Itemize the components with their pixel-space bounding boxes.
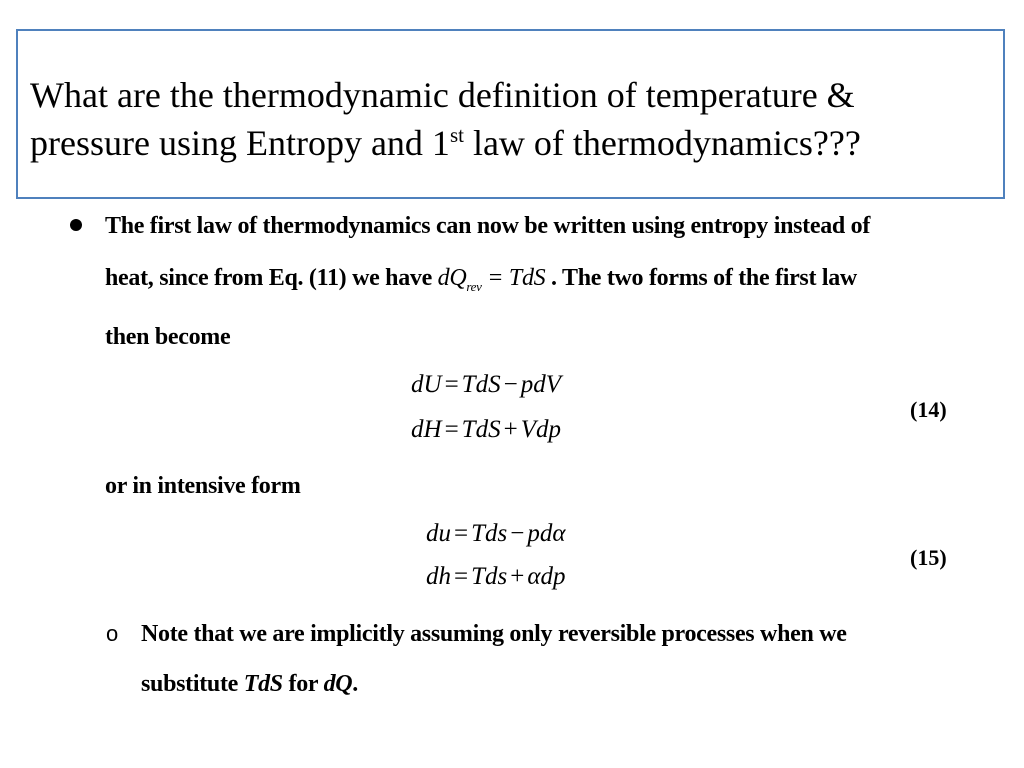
eq14-2-op2: +: [503, 416, 518, 443]
title-line-2-part2: law of thermodynamics???: [463, 123, 861, 163]
paragraph-line-2: [105, 265, 857, 292]
intensive-form-line: or in intensive form: [105, 473, 301, 499]
title-line-2-part1: pressure using Entropy and 1: [30, 123, 450, 163]
equation-14-line-2: [411, 416, 561, 444]
title-superscript: st: [449, 123, 464, 147]
slide-title: [30, 71, 861, 167]
eq15-2-op2: +: [510, 563, 525, 590]
eq14-1-term1: TdS: [461, 371, 501, 398]
eq14-2-op1: =: [444, 416, 459, 443]
equation-15-line-2: [426, 563, 565, 591]
eq15-2-op1: =: [454, 563, 469, 590]
eq15-1-op2: −: [510, 520, 525, 547]
equation-number-14: (14): [910, 397, 947, 422]
paragraph-line-2-prefix: heat, since from Eq. (11) we have: [105, 265, 438, 291]
sub-bullet-marker: o: [106, 621, 119, 646]
bullet-dot-icon: [70, 219, 82, 231]
paragraph-line-3: then become: [105, 324, 231, 350]
eq14-1-op1: =: [444, 371, 459, 398]
eq15-2-term2: αdp: [527, 563, 566, 590]
eq15-2-lhs: dh: [426, 563, 451, 590]
eq14-2-term1: TdS: [461, 416, 501, 443]
eq14-1-lhs: dU: [411, 371, 442, 398]
equation-15-line-1: [426, 520, 565, 548]
note-dq: dQ: [323, 671, 353, 697]
eq15-1-op1: =: [454, 520, 469, 547]
eq15-1-term2: pdα: [527, 520, 566, 547]
note-tds: TdS: [243, 671, 283, 697]
paragraph-line-2-suffix: . The two forms of the first law: [545, 265, 857, 291]
title-line-2: [30, 119, 861, 167]
eq15-1-term1: Tds: [471, 520, 508, 547]
title-box: [16, 29, 1005, 199]
note-line-2-mid: for: [282, 671, 324, 697]
inline-eq-main: dQ: [437, 265, 467, 291]
note-line-2: [141, 671, 358, 698]
title-line-1: What are the thermodynamic definition of temperature &: [30, 75, 855, 115]
note-line-2-end: .: [352, 671, 358, 697]
eq14-1-op2: −: [503, 371, 518, 398]
inline-equation-dq: [437, 265, 546, 294]
note-line-1: Note that we are implicitly assuming only reversible processes when we: [141, 621, 847, 647]
eq14-2-lhs: dH: [411, 416, 442, 443]
eq15-1-lhs: du: [426, 520, 451, 547]
inline-eq-subscript: rev: [466, 279, 482, 294]
equation-number-15: (15): [910, 545, 947, 570]
eq14-1-term2: pdV: [520, 371, 561, 398]
equation-14-line-1: [411, 371, 561, 399]
inline-eq-rest: = TdS: [481, 265, 546, 291]
paragraph-line-1: The first law of thermodynamics can now be written using entropy instead of: [105, 213, 871, 239]
eq15-2-term1: Tds: [471, 563, 508, 590]
eq14-2-term2: Vdp: [520, 416, 561, 443]
note-line-2-prefix: substitute: [141, 671, 244, 697]
